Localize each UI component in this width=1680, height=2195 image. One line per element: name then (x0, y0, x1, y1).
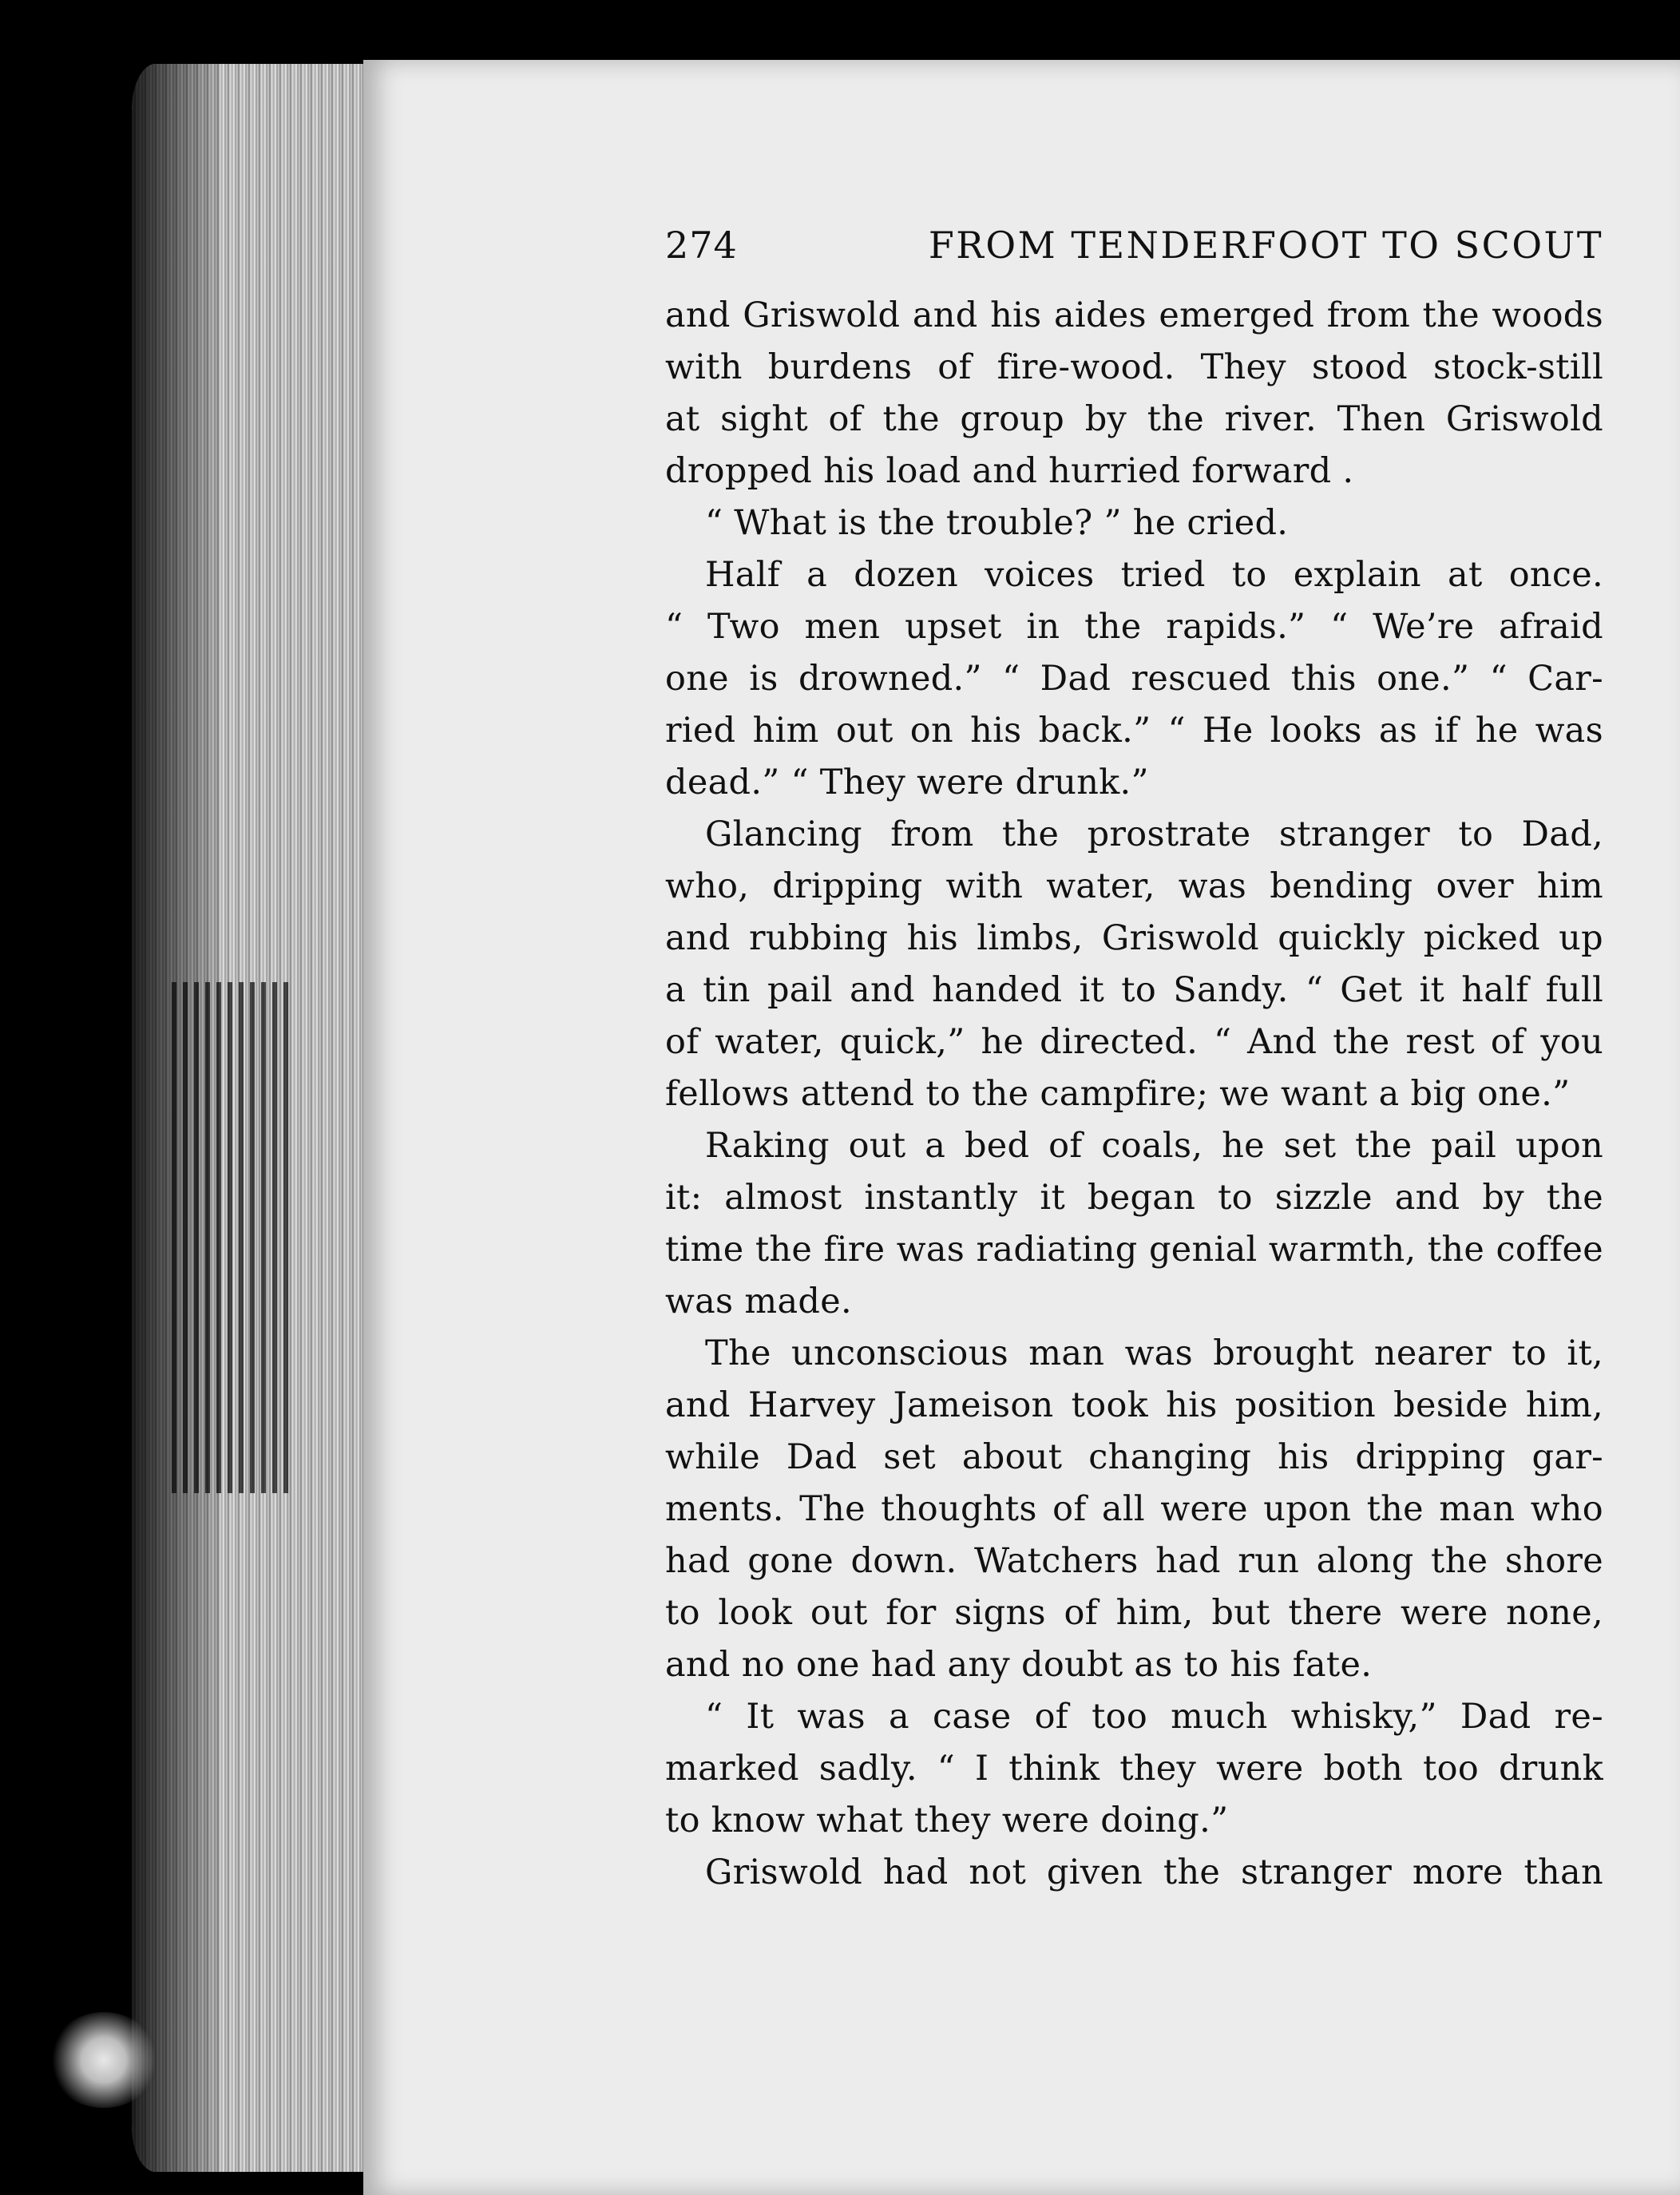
text-line: Half a dozen voices tried to explain at once. (705, 555, 1603, 595)
edge-stamp-mark (172, 982, 291, 1493)
body-text (665, 290, 1603, 1899)
text-line: “ It was a case of too much whisky,” Dad re- (705, 1697, 1603, 1737)
text-line: of water, quick,” he directed. “ And the rest of you (665, 1022, 1603, 1062)
text-line: The unconscious man was brought nearer to it, (705, 1333, 1603, 1373)
running-header (665, 220, 1603, 275)
text-line: and no one had any doubt as to his fate. (665, 1645, 1373, 1685)
text-line: dead.” “ They were drunk.” (665, 763, 1149, 802)
text-line: one is drowned.” “ Dad rescued this one.” “ Car- (665, 659, 1603, 699)
text-line: at sight of the group by the river. Then Griswold (665, 399, 1603, 439)
text-line: with burdens of fire-wood. They stood stock-still (665, 347, 1603, 387)
edge-blot (48, 2012, 160, 2108)
text-line: ments. The thoughts of all were upon the man who (665, 1489, 1603, 1529)
text-line: Raking out a bed of coals, he set the pail upon (705, 1126, 1603, 1166)
page-number: 274 (665, 224, 738, 267)
text-line: ried him out on his back.” “ He looks as if he was (665, 711, 1603, 751)
text-line: and Harvey Jameison took his position beside him, (665, 1385, 1603, 1425)
text-line: time the fire was radiating genial warmth, the coffee (665, 1230, 1603, 1270)
text-line: dropped his load and hurried forward . (665, 451, 1354, 491)
text-line: fellows attend to the campfire; we want a big one.” (665, 1074, 1571, 1114)
text-line: a tin pail and handed it to Sandy. “ Get it half full (665, 970, 1603, 1010)
text-line: Griswold had not given the stranger more than (705, 1852, 1603, 1892)
page-text-block (665, 220, 1603, 1899)
text-line: “ Two men upset in the rapids.” “ We’re afraid (665, 607, 1603, 647)
text-line: who, dripping with water, was bending over him (665, 866, 1603, 906)
text-line: and Griswold and his aides emerged from the woods (665, 295, 1603, 335)
book-page (363, 60, 1680, 2195)
text-line: Glancing from the prostrate stranger to Dad, (705, 814, 1603, 854)
text-line: to know what they were doing.” (665, 1801, 1229, 1840)
running-head-title: FROM TENDERFOOT TO SCOUT (928, 224, 1603, 267)
text-line: to look out for signs of him, but there were none, (665, 1593, 1603, 1633)
text-line: it: almost instantly it began to sizzle and by the (665, 1178, 1603, 1218)
text-line: marked sadly. “ I think they were both too drunk (665, 1749, 1603, 1789)
text-line: while Dad set about changing his dripping gar- (665, 1437, 1603, 1477)
text-line: had gone down. Watchers had run along the shore (665, 1541, 1603, 1581)
text-line: and rubbing his limbs, Griswold quickly picked up (665, 918, 1603, 958)
text-line: “ What is the trouble? ” he cried. (705, 503, 1289, 543)
text-line: was made. (665, 1282, 852, 1321)
